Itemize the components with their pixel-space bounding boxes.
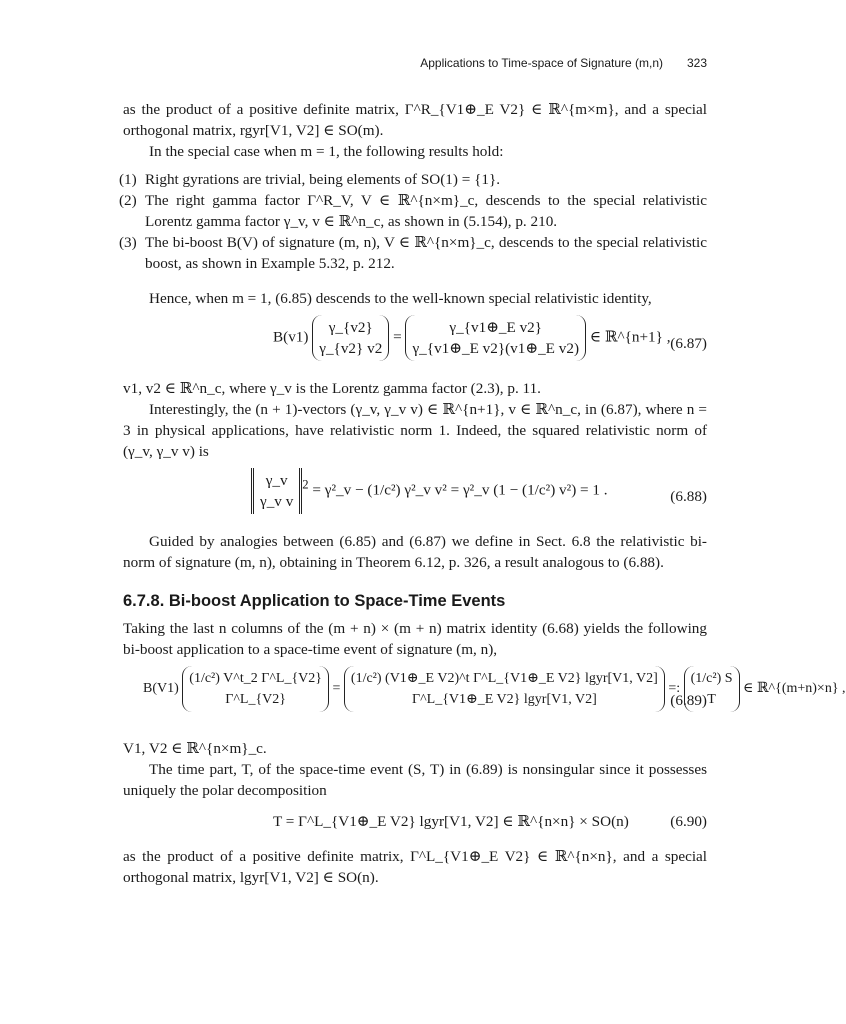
matrix-top: γ_{v1⊕_E v2} [449,319,543,336]
page-number: 323 [686,56,707,70]
paragraph-special-case: In the special case when m = 1, the following results hold: [149,143,504,160]
norm-vector [251,468,302,514]
section-number: 6.7.8. [123,592,165,610]
list-item-text: The bi-boost B(V) of signature (m, n), V ∈ ℝ^{n×m}_c, descends to the special relativistic boost, as shown in Example 5.32, p. 212. [145,234,707,272]
paragraph-hence: Hence, when m = 1, (6.85) descends to the well-known special relativistic identity, [149,290,652,307]
paragraph-polar-decomposition-left: as the product of a positive definite matrix, Γ^L_{V1⊕_E V2} ∈ ℝ^{n×n}, and a special orthogonal matrix, lgyr[V1, V2] ∈ SO(n). [123,848,707,886]
matrix-top: (1/c²) (V1⊕_E V2)^t Γ^L_{V1⊕_E V2} lgyr[V1, V2] [350,671,658,686]
definition-sign: =: [668,681,681,697]
eq-text: T = Γ^L_{V1⊕_E V2} lgyr[V1, V2] ∈ ℝ^{n×n} × SO(n) [273,813,629,830]
paragraph-domain: V1, V2 ∈ ℝ^{n×m}_c. [123,740,267,757]
list-item [119,169,707,190]
column-block [344,666,665,712]
section-heading [123,591,707,612]
matrix-bottom: γ_{v1⊕_E v2}(v1⊕_E v2) [412,340,580,357]
matrix-bottom: γ_{v2} v2 [319,340,383,357]
paragraph-polar-decomposition-right: as the product of a positive definite matrix, Γ^R_{V1⊕_E V2} ∈ ℝ^{m×m}, and a special orthogonal matrix, rgyr[V1, V2] ∈ SO(m). [123,101,707,139]
equals-sign: = [393,328,402,346]
equation-number: (6.89) [670,692,707,709]
column-block [182,666,329,712]
matrix-top: γ_{v2} [328,319,373,336]
equation-number: (6.88) [670,488,707,505]
page-header [123,54,707,74]
equation-6-90 [123,805,707,839]
page-body [119,99,846,888]
list-item-text: Right gyrations are trivial, being elements of SO(1) = {1}. [145,171,501,188]
column-vector [405,315,586,361]
running-title: Applications to Time-space of Signature (m,n) [420,56,663,70]
list-item-number: (1) [119,171,137,188]
matrix-bottom: γ_v v [260,493,294,510]
matrix-bottom: Γ^L_{V1⊕_E V2} lgyr[V1, V2] [411,692,597,707]
list-item-text: The right gamma factor Γ^R_V, V ∈ ℝ^{n×m}_c, descends to the special relativistic Lorentz gamma factor γ_v, v ∈ ℝ^n_c, as shown in (5.154), p. 210. [145,192,707,230]
eq-rhs: ∈ ℝ^{n+1} , [589,328,671,346]
paragraph-relativistic-norm: Interestingly, the (n + 1)-vectors (γ_v, γ_v v) ∈ ℝ^{n+1}, v ∈ ℝ^n_c, in (6.87), where n = 3 in physical applications, have relativistic norm 1. Indeed, the squared relativistic norm of (γ_v, γ_v v) is [123,401,707,460]
matrix-top: (1/c²) V^t_2 Γ^L_{V2} [189,671,322,686]
matrix-bottom: Γ^L_{V2} [225,692,287,707]
list-item [119,232,707,274]
list-item-number: (3) [119,234,137,251]
equals-sign: = [332,681,341,697]
equation-6-87 [123,315,707,371]
results-list [119,169,707,274]
eq-lhs: B(V1) [143,681,179,697]
eq-rhs: = γ²_v − (1/c²) γ²_v v² = γ²_v (1 − (1/c²) v²) = 1 . [312,481,608,499]
list-item-number: (2) [119,192,137,209]
paragraph-gamma-factor: v1, v2 ∈ ℝ^n_c, where γ_v is the Lorentz gamma factor (2.3), p. 11. [123,380,541,397]
norm-exponent: 2 [302,477,309,492]
equation-number: (6.87) [670,335,707,352]
matrix-top: γ_v [265,472,288,489]
paragraph-taking-last-columns: Taking the last n columns of the (m + n) × (m + n) matrix identity (6.68) yields the following bi-boost application to a space-time event of signature (m, n), [123,620,707,658]
paragraph-guided-by-analogies: Guided by analogies between (6.85) and (6.87) we define in Sect. 6.8 the relativistic bi-norm of signature (m, n), obtaining in Theorem 6.12, p. 326, a result analogous to (6.88). [123,533,707,571]
equation-number: (6.90) [670,813,707,830]
matrix-bottom: T [707,692,716,707]
column-vector [312,315,389,361]
paragraph-time-part: The time part, T, of the space-time event (S, T) in (6.89) is nonsingular since it possesses uniquely the polar decomposition [123,761,707,799]
equation-6-88 [123,468,707,524]
list-item [119,190,707,232]
eq-rhs: ∈ ℝ^{(m+n)×n} , [743,681,846,697]
equation-6-89 [123,666,846,738]
matrix-top: (1/c²) S [690,671,733,686]
section-title: Bi-boost Application to Space-Time Events [168,592,506,610]
eq-lhs: B(v1) [273,328,309,346]
